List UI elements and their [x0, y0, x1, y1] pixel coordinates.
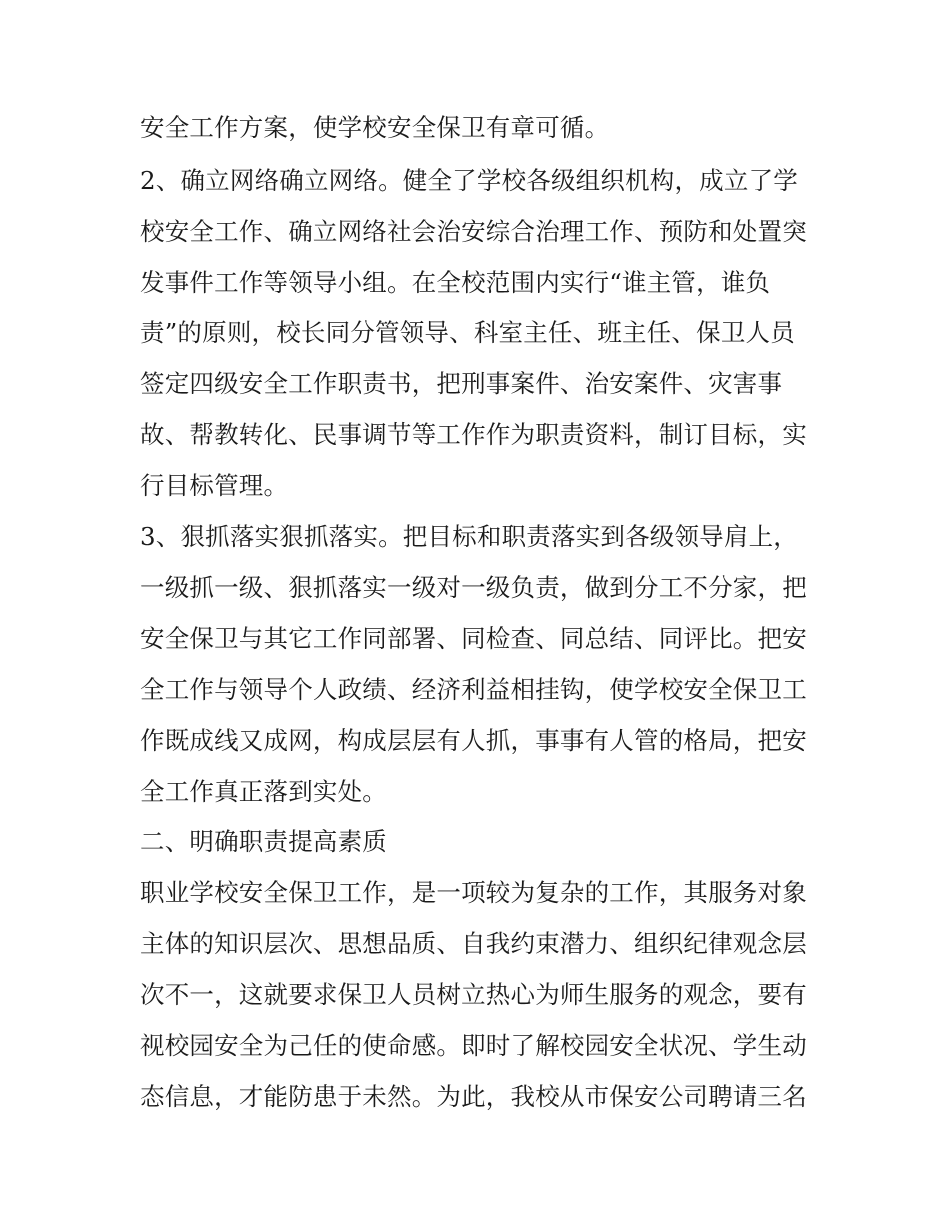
text-line: 一级抓一级、狠抓落实一级对一级负责，做到分工不分家，把	[140, 573, 807, 602]
text-line: 全工作真正落到实处。	[140, 777, 387, 806]
text-line: 发事件工作等领导小组。在全校范围内实行“谁主管，谁负	[140, 268, 771, 297]
text-line: 2、确立网络确立网络。健全了学校各级组织机构，成立了学	[140, 166, 798, 195]
text-line: 态信息，才能防患于未然。为此，我校从市保安公司聘请三名	[140, 1082, 807, 1111]
text-line: 行目标管理。	[140, 471, 289, 500]
text-line: 次不一，这就要求保卫人员树立热心为师生服务的观念，要有	[140, 980, 807, 1009]
text-line: 安全工作方案，使学校安全保卫有章可循。	[140, 113, 610, 142]
text-line: 故、帮教转化、民事调节等工作作为职责资料，制订目标，实	[140, 420, 807, 449]
text-line: 校安全工作、确立网络社会治安综合治理工作、预防和处置突	[140, 217, 807, 246]
text-line: 签定四级安全工作职责书，把刑事案件、治安案件、灾害事	[140, 369, 783, 398]
text-line: 职业学校安全保卫工作，是一项较为复杂的工作，其服务对象	[140, 878, 807, 907]
text-line: 视校园安全为己任的使命感。即时了解校园安全状况、学生动	[140, 1031, 807, 1060]
text-line: 安全保卫与其它工作同部署、同检查、同总结、同评比。把安	[140, 624, 807, 653]
text-line: 作既成线又成网，构成层层有人抓，事事有人管的格局，把安	[140, 726, 807, 755]
text-line: 全工作与领导个人政绩、经济利益相挂钩，使学校安全保卫工	[140, 675, 807, 704]
text-line: 责”的原则，校长同分管领导、科室主任、班主任、保卫人员	[140, 318, 795, 347]
section-heading: 二、明确职责提高素质	[140, 827, 387, 856]
text-line: 3、狠抓落实狠抓落实。把目标和职责落实到各级领导肩上，	[140, 522, 798, 551]
text-line: 主体的知识层次、思想品质、自我约束潜力、组织纪律观念层	[140, 929, 807, 958]
